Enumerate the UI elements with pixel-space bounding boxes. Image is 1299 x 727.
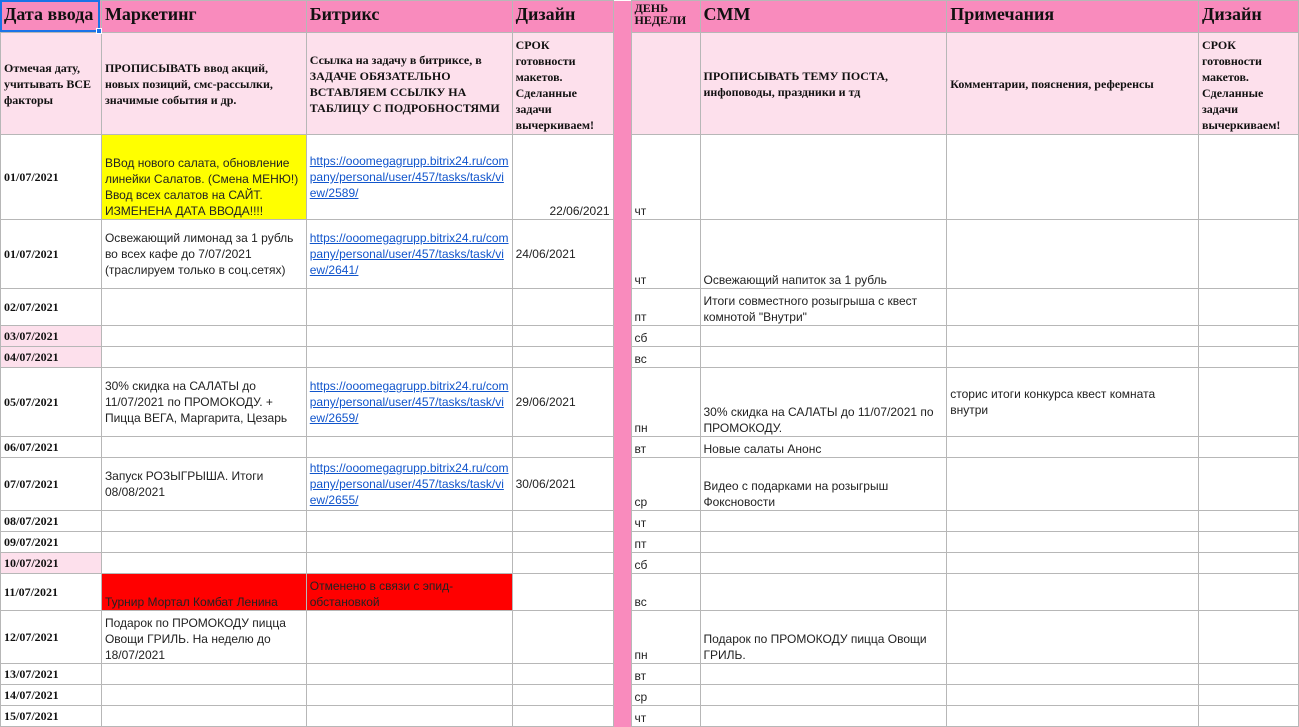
- marketing-cell[interactable]: ВВод нового салата, обновление линейки Салатов. (Смена МЕНЮ!) Ввод всех салатов на САЙТ. ИЗМЕНЕНА ДАТА ВВОДА!!!!: [101, 135, 306, 220]
- weekday-cell[interactable]: вс: [631, 574, 700, 611]
- smm-cell[interactable]: Подарок по ПРОМОКОДУ пицца Овощи ГРИЛЬ.: [700, 611, 947, 664]
- table-row: [1, 368, 1299, 437]
- smm-cell[interactable]: Новые салаты Анонс: [700, 437, 947, 458]
- design-deadline-cell-2[interactable]: [1198, 664, 1298, 685]
- design-deadline-cell-2[interactable]: [1198, 347, 1298, 368]
- notes-cell[interactable]: [947, 437, 1199, 458]
- smm-cell[interactable]: [700, 347, 947, 368]
- separator-column: [613, 685, 631, 706]
- bitrix-cell[interactable]: [306, 611, 512, 664]
- marketing-cell[interactable]: Освежающий лимонад за 1 рубль во всех кафе до 7/07/2021 (траслируем только в соц.сетях): [101, 220, 306, 289]
- bitrix-cell[interactable]: [306, 135, 512, 220]
- task-link[interactable]: https://ooomegagrupp.bitrix24.ru/company/personal/user/457/tasks/task/view/2655/: [309, 461, 509, 507]
- table-row: [1, 553, 1299, 574]
- marketing-cell[interactable]: [101, 664, 306, 685]
- bitrix-cell[interactable]: [306, 706, 512, 727]
- subheader-smm[interactable]: ПРОПИСЫВАТЬ ТЕМУ ПОСТА, инфоповоды, праздники и тд: [700, 33, 947, 135]
- table-row: [1, 289, 1299, 326]
- header-design[interactable]: Дизайн: [512, 1, 613, 33]
- design-deadline-cell[interactable]: [512, 574, 613, 611]
- marketing-cell[interactable]: Турнир Мортал Комбат Ленина: [101, 574, 306, 611]
- design-deadline-cell[interactable]: 24/06/2021: [512, 220, 613, 289]
- design-deadline-cell-2[interactable]: [1198, 458, 1298, 511]
- design-deadline-cell[interactable]: 22/06/2021: [512, 135, 613, 220]
- weekday-cell[interactable]: сб: [631, 553, 700, 574]
- design-deadline-cell-2[interactable]: [1198, 135, 1298, 220]
- weekday-cell[interactable]: сб: [631, 326, 700, 347]
- design-deadline-cell[interactable]: [512, 611, 613, 664]
- table-row: [1, 532, 1299, 553]
- smm-cell[interactable]: Итоги совместного розыгрыша с квест комнотой "Внутри": [700, 289, 947, 326]
- separator-column: [613, 511, 631, 532]
- bitrix-cell[interactable]: [306, 511, 512, 532]
- design-deadline-cell-2[interactable]: [1198, 326, 1298, 347]
- notes-cell[interactable]: [947, 532, 1199, 553]
- date-cell[interactable]: 06/07/2021: [1, 437, 102, 458]
- date-cell[interactable]: 03/07/2021: [1, 326, 102, 347]
- subheader-design-2[interactable]: СРОК готовности макетов. Сделанные задачи вычеркиваем!: [1198, 33, 1298, 135]
- notes-cell[interactable]: [947, 458, 1199, 511]
- date-cell[interactable]: 05/07/2021: [1, 368, 102, 437]
- design-deadline-cell-2[interactable]: [1198, 706, 1298, 727]
- notes-cell[interactable]: [947, 685, 1199, 706]
- table-row: [1, 685, 1299, 706]
- design-deadline-cell[interactable]: [512, 664, 613, 685]
- date-cell[interactable]: 10/07/2021: [1, 553, 102, 574]
- header-marketing[interactable]: Маркетинг: [101, 1, 306, 33]
- header-date[interactable]: Дата ввода: [1, 1, 102, 33]
- separator-column: [613, 574, 631, 611]
- weekday-cell[interactable]: пн: [631, 368, 700, 437]
- weekday-cell[interactable]: вс: [631, 347, 700, 368]
- bitrix-cell[interactable]: [306, 458, 512, 511]
- marketing-cell[interactable]: [101, 706, 306, 727]
- smm-cell[interactable]: [700, 574, 947, 611]
- marketing-cell[interactable]: [101, 289, 306, 326]
- smm-cell[interactable]: [700, 664, 947, 685]
- weekday-cell[interactable]: вт: [631, 437, 700, 458]
- marketing-cell[interactable]: [101, 553, 306, 574]
- separator-column: [613, 706, 631, 727]
- header-design-2[interactable]: Дизайн: [1198, 1, 1298, 33]
- design-deadline-cell-2[interactable]: [1198, 511, 1298, 532]
- marketing-cell[interactable]: Запуск РОЗЫГРЫША. Итоги 08/08/2021: [101, 458, 306, 511]
- notes-cell[interactable]: [947, 574, 1199, 611]
- table-row: [1, 437, 1299, 458]
- subheader-bitrix[interactable]: Ссылка на задачу в битриксе, в ЗАДАЧЕ ОБЯЗАТЕЛЬНО ВСТАВЛЯЕМ ССЫЛКУ НА ТАБЛИЦУ С ПОДРОБНОСТЯМИ: [306, 33, 512, 135]
- task-link[interactable]: https://ooomegagrupp.bitrix24.ru/company/personal/user/457/tasks/task/view/2659/: [309, 379, 509, 425]
- smm-cell[interactable]: Освежающий напиток за 1 рубль: [700, 220, 947, 289]
- marketing-cell[interactable]: [101, 437, 306, 458]
- date-cell[interactable]: 01/07/2021: [1, 220, 102, 289]
- marketing-cell[interactable]: [101, 532, 306, 553]
- weekday-cell[interactable]: вт: [631, 664, 700, 685]
- design-deadline-cell[interactable]: [512, 532, 613, 553]
- smm-cell[interactable]: [700, 532, 947, 553]
- separator-column: [613, 33, 631, 135]
- design-deadline-cell-2[interactable]: [1198, 611, 1298, 664]
- design-deadline-cell-2[interactable]: [1198, 574, 1298, 611]
- task-link[interactable]: https://ooomegagrupp.bitrix24.ru/company/personal/user/457/tasks/task/view/2641/: [309, 231, 509, 277]
- separator-column: [613, 289, 631, 326]
- bitrix-cell[interactable]: [306, 685, 512, 706]
- header-row: [1, 1, 1299, 33]
- date-cell[interactable]: 02/07/2021: [1, 289, 102, 326]
- subheader-row: [1, 33, 1299, 135]
- separator-column: [613, 135, 631, 220]
- separator-column: [613, 347, 631, 368]
- date-cell[interactable]: 12/07/2021: [1, 611, 102, 664]
- notes-cell[interactable]: [947, 220, 1199, 289]
- smm-cell[interactable]: [700, 553, 947, 574]
- bitrix-cell[interactable]: [306, 289, 512, 326]
- marketing-cell[interactable]: [101, 685, 306, 706]
- design-deadline-cell[interactable]: [512, 706, 613, 727]
- design-deadline-cell[interactable]: [512, 289, 613, 326]
- subheader-date[interactable]: Отмечая дату, учитывать ВСЕ факторы: [1, 33, 102, 135]
- separator-column: [613, 664, 631, 685]
- design-deadline-cell[interactable]: [512, 553, 613, 574]
- design-deadline-cell[interactable]: [512, 326, 613, 347]
- task-link[interactable]: https://ooomegagrupp.bitrix24.ru/company/personal/user/457/tasks/task/view/2589/: [309, 154, 509, 200]
- bitrix-cell[interactable]: [306, 220, 512, 289]
- subheader-notes[interactable]: Комментарии, пояснения, референсы: [947, 33, 1199, 135]
- smm-cell[interactable]: [700, 511, 947, 532]
- design-deadline-cell-2[interactable]: [1198, 685, 1298, 706]
- separator-column: [613, 1, 631, 33]
- notes-cell[interactable]: [947, 511, 1199, 532]
- date-cell[interactable]: 01/07/2021: [1, 135, 102, 220]
- bitrix-cell[interactable]: [306, 437, 512, 458]
- bitrix-cell[interactable]: [306, 532, 512, 553]
- date-cell[interactable]: 09/07/2021: [1, 532, 102, 553]
- notes-cell[interactable]: [947, 553, 1199, 574]
- design-deadline-cell-2[interactable]: [1198, 220, 1298, 289]
- smm-cell[interactable]: [700, 326, 947, 347]
- bitrix-cell[interactable]: [306, 326, 512, 347]
- weekday-cell[interactable]: пт: [631, 532, 700, 553]
- separator-column: [613, 220, 631, 289]
- design-deadline-cell[interactable]: 30/06/2021: [512, 458, 613, 511]
- separator-column: [613, 437, 631, 458]
- design-deadline-cell[interactable]: [512, 511, 613, 532]
- design-deadline-cell[interactable]: [512, 685, 613, 706]
- separator-column: [613, 368, 631, 437]
- date-cell[interactable]: 08/07/2021: [1, 511, 102, 532]
- table-row: [1, 611, 1299, 664]
- header-bitrix[interactable]: Битрикс: [306, 1, 512, 33]
- design-deadline-cell-2[interactable]: [1198, 289, 1298, 326]
- weekday-cell[interactable]: пн: [631, 611, 700, 664]
- date-cell[interactable]: 13/07/2021: [1, 664, 102, 685]
- table-row: [1, 347, 1299, 368]
- marketing-cell[interactable]: Подарок по ПРОМОКОДУ пицца Овощи ГРИЛЬ. На неделю до 18/07/2021: [101, 611, 306, 664]
- smm-cell[interactable]: [700, 706, 947, 727]
- marketing-cell[interactable]: [101, 511, 306, 532]
- notes-cell[interactable]: [947, 135, 1199, 220]
- notes-cell[interactable]: [947, 326, 1199, 347]
- weekday-cell[interactable]: ср: [631, 685, 700, 706]
- subheader-marketing[interactable]: ПРОПИСЫВАТЬ ввод акций, новых позиций, смс-рассылки, значимые события и др.: [101, 33, 306, 135]
- separator-column: [613, 326, 631, 347]
- bitrix-cell[interactable]: Отменено в связи с эпид-обстановкой: [306, 574, 512, 611]
- header-weekday[interactable]: ДЕНЬ НЕДЕЛИ: [631, 1, 700, 33]
- notes-cell[interactable]: [947, 706, 1199, 727]
- table-row: [1, 574, 1299, 611]
- separator-column: [613, 532, 631, 553]
- separator-column: [613, 611, 631, 664]
- notes-cell[interactable]: [947, 664, 1199, 685]
- table-row: [1, 706, 1299, 727]
- date-cell[interactable]: 15/07/2021: [1, 706, 102, 727]
- header-notes[interactable]: Примечания: [947, 1, 1199, 33]
- separator-column: [613, 553, 631, 574]
- smm-cell[interactable]: [700, 135, 947, 220]
- bitrix-cell[interactable]: [306, 664, 512, 685]
- design-deadline-cell[interactable]: [512, 437, 613, 458]
- smm-cell[interactable]: 30% скидка на САЛАТЫ до 11/07/2021 по ПРОМОКОДУ.: [700, 368, 947, 437]
- design-deadline-cell[interactable]: [512, 347, 613, 368]
- weekday-cell[interactable]: чт: [631, 135, 700, 220]
- notes-cell[interactable]: [947, 347, 1199, 368]
- bitrix-cell[interactable]: [306, 553, 512, 574]
- design-deadline-cell-2[interactable]: [1198, 437, 1298, 458]
- table-row: [1, 664, 1299, 685]
- weekday-cell[interactable]: чт: [631, 511, 700, 532]
- smm-cell[interactable]: Видео с подарками на розыгрыш Фоксновости: [700, 458, 947, 511]
- notes-cell[interactable]: [947, 289, 1199, 326]
- date-cell[interactable]: 14/07/2021: [1, 685, 102, 706]
- separator-column: [613, 458, 631, 511]
- design-deadline-cell-2[interactable]: [1198, 532, 1298, 553]
- notes-cell[interactable]: [947, 611, 1199, 664]
- design-deadline-cell-2[interactable]: [1198, 553, 1298, 574]
- header-smm[interactable]: СММ: [700, 1, 947, 33]
- marketing-cell[interactable]: 30% скидка на САЛАТЫ до 11/07/2021 по ПРОМОКОДУ. + Пицца ВЕГА, Маргарита, Цезарь: [101, 368, 306, 437]
- table-row: [1, 511, 1299, 532]
- bitrix-cell[interactable]: [306, 368, 512, 437]
- date-cell[interactable]: 04/07/2021: [1, 347, 102, 368]
- weekday-cell[interactable]: чт: [631, 706, 700, 727]
- bitrix-cell[interactable]: [306, 347, 512, 368]
- smm-cell[interactable]: [700, 685, 947, 706]
- notes-cell[interactable]: сторис итоги конкурса квест комната внутри: [947, 368, 1199, 437]
- marketing-cell[interactable]: [101, 347, 306, 368]
- design-deadline-cell-2[interactable]: [1198, 368, 1298, 437]
- date-cell[interactable]: 07/07/2021: [1, 458, 102, 511]
- table-row: [1, 135, 1299, 220]
- marketing-cell[interactable]: [101, 326, 306, 347]
- design-deadline-cell[interactable]: 29/06/2021: [512, 368, 613, 437]
- table-row: [1, 220, 1299, 289]
- table-row: [1, 326, 1299, 347]
- subheader-weekday[interactable]: [631, 33, 700, 135]
- weekday-cell[interactable]: чт: [631, 220, 700, 289]
- table-row: [1, 458, 1299, 511]
- date-cell[interactable]: 11/07/2021: [1, 574, 102, 611]
- subheader-design[interactable]: СРОК готовности макетов. Сделанные задачи вычеркиваем!: [512, 33, 613, 135]
- weekday-cell[interactable]: ср: [631, 458, 700, 511]
- weekday-cell[interactable]: пт: [631, 289, 700, 326]
